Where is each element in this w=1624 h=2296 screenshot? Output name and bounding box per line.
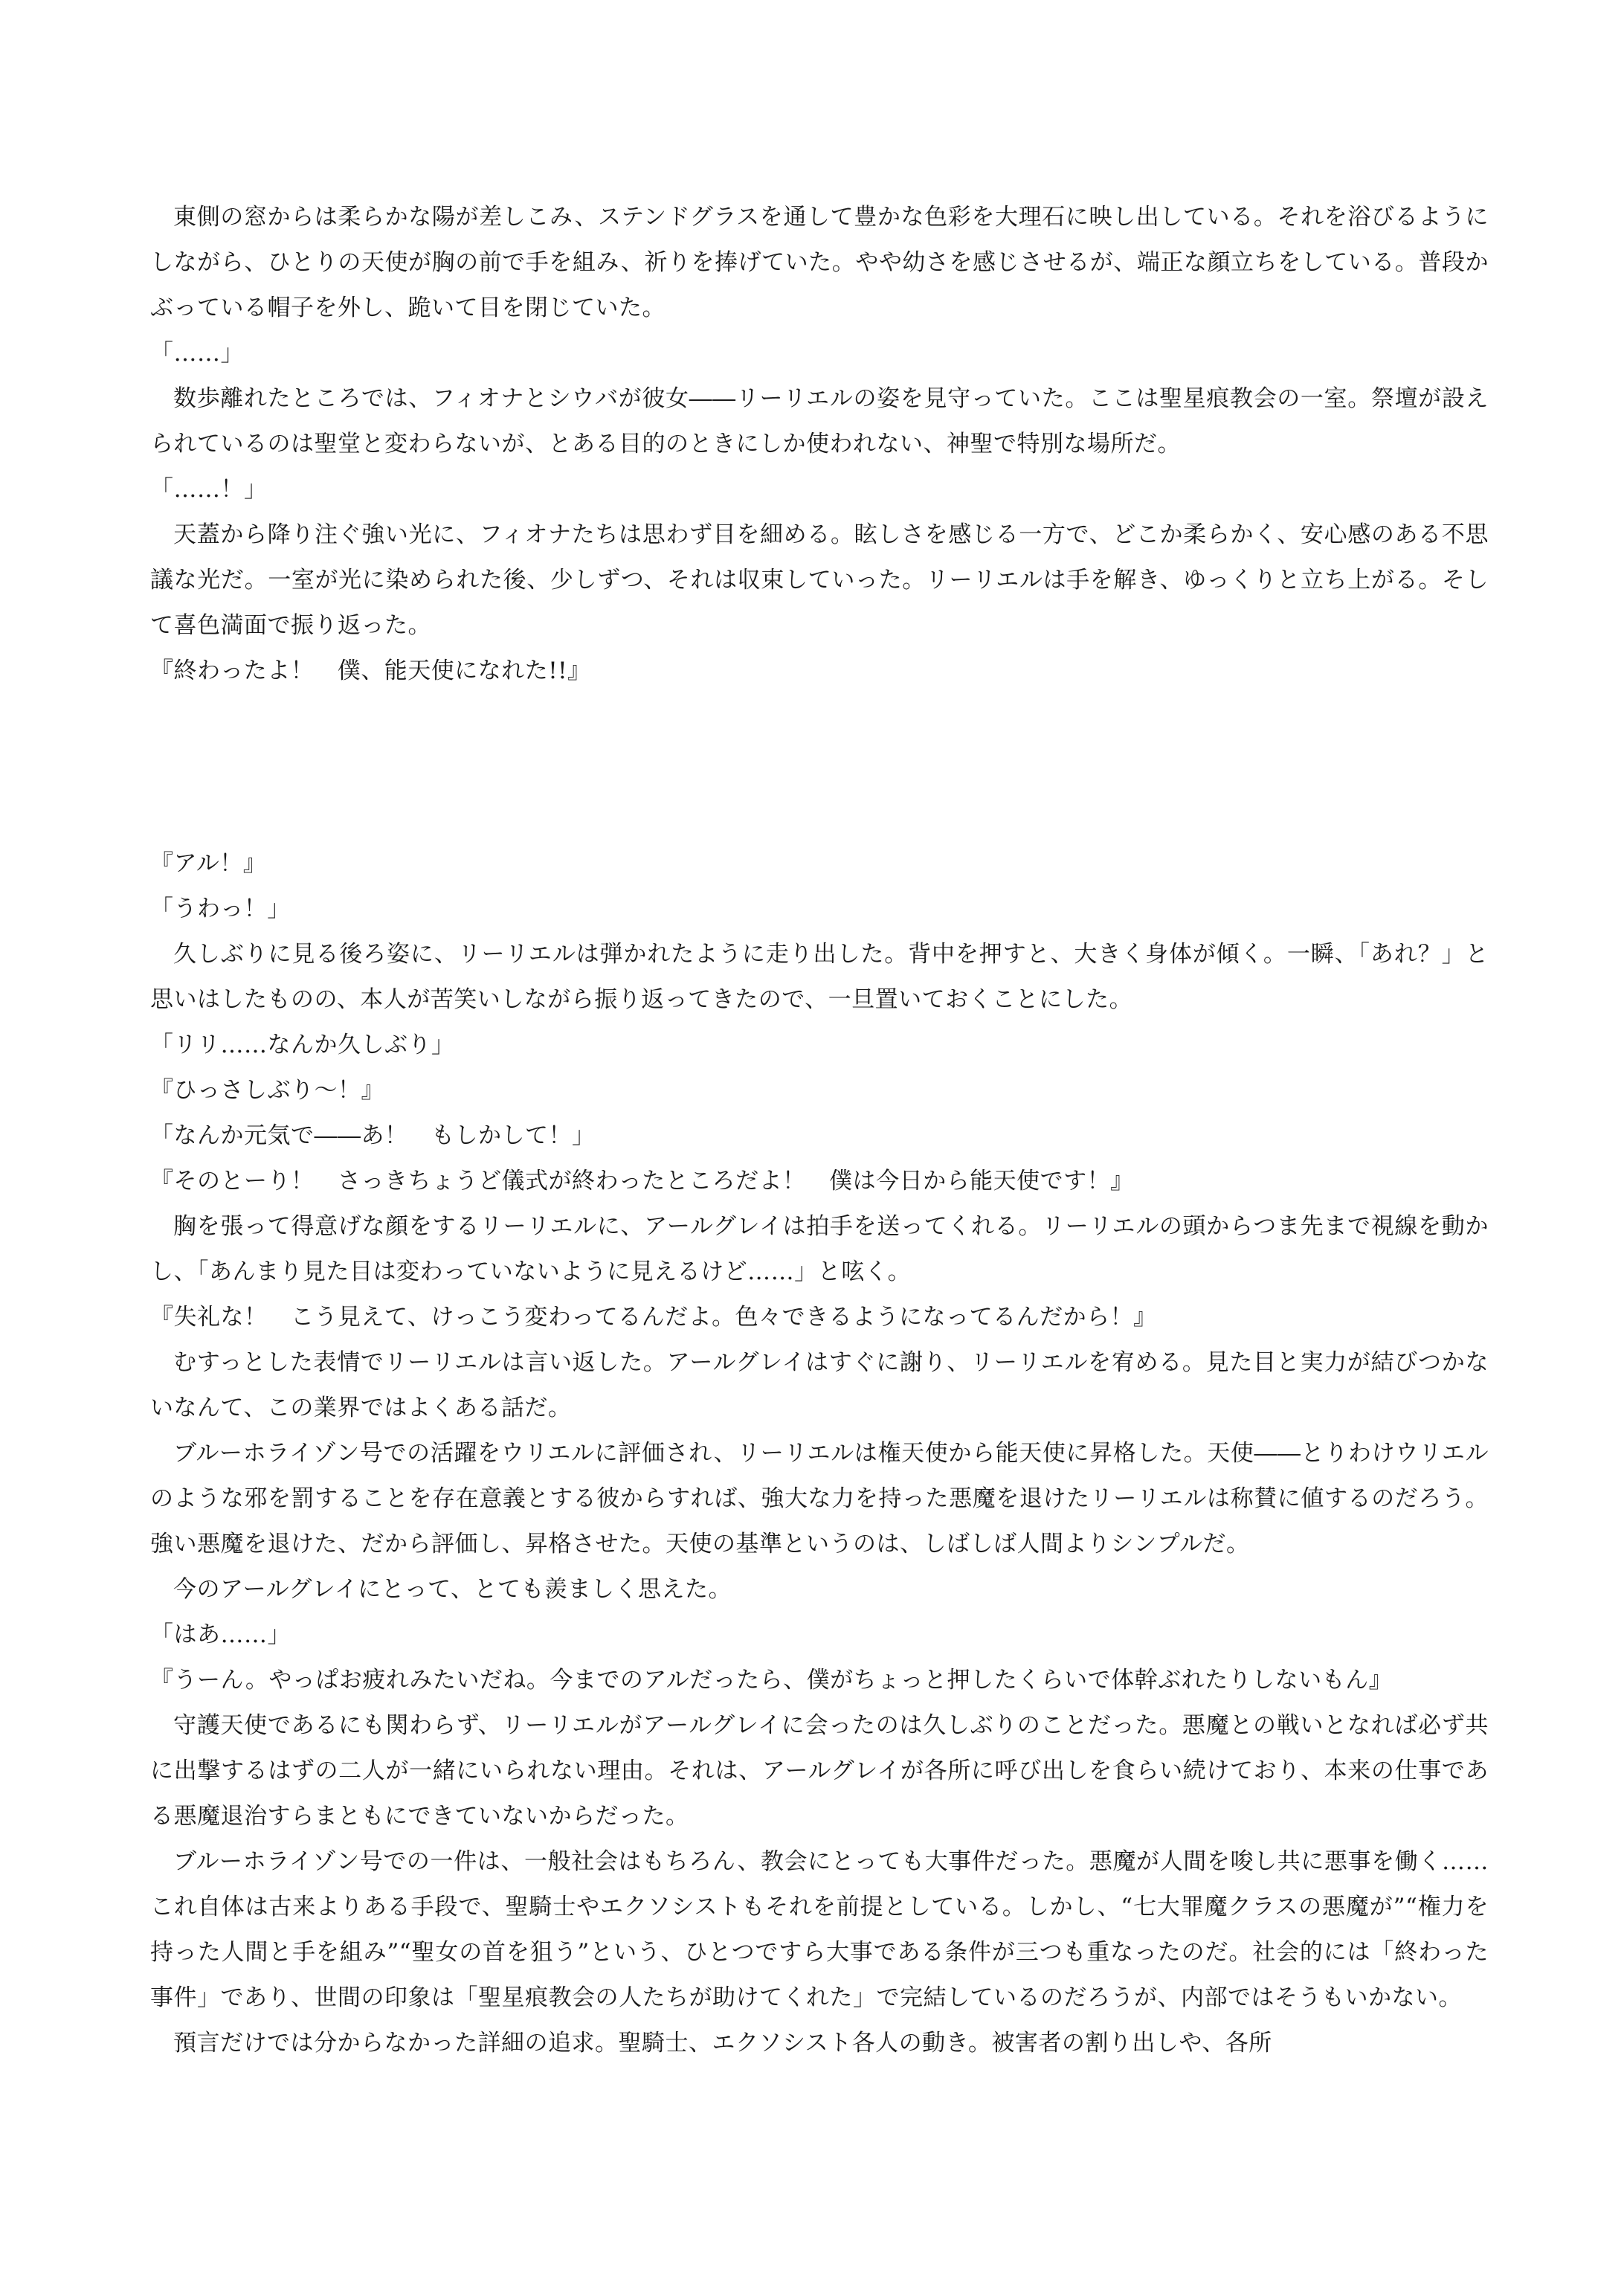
dialogue-line: 『アル！』 <box>150 850 267 877</box>
dialogue-line: 「はあ……」 <box>150 1621 291 1648</box>
dialogue-line: 『うーん。やっぱお疲れみたいだね。今までのアルだったら、僕がちょっと押したくらいで体幹ぶれたりしないもん』 <box>150 1667 1393 1694</box>
paragraph: ブルーホライゾン号での一件は、一般社会はもちろん、教会にとっても大事件だった。悪魔が人間を唆し共に悪事を働く……これ自体は古来よりある手段で、聖騎士やエクソシストもそれを前提としている。しかし、“七大罪魔クラスの悪魔が”“権力を持った人間と手を組み”“聖女の首を狙う”という、ひとつですら大事である条件が三つも重なったのだ。社会的には「終わった事件」であり、世間の印象は「聖星痕教会の人たちが助けてくれた」で完結しているのだろうが、内部ではそうもいかない。 <box>150 1848 1489 2011</box>
paragraph: 天蓋から降り注ぐ強い光に、フィオナたちは思わず目を細める。眩しさを感じる一方で、どこか柔らかく、安心感のある不思議な光だ。一室が光に染められた後、少しずつ、それは収束していった。リーリエルは手を解き、ゆっくりと立ち上がる。そして喜色満面で振り返った。 <box>150 521 1489 639</box>
paragraph: 守護天使であるにも関わらず、リーリエルがアールグレイに会ったのは久しぶりのことだった。悪魔との戦いとなれば必ず共に出撃するはずの二人が一緒にいられない理由。それは、アールグレイが各所に呼び出しを食らい続けており、本来の仕事である悪魔退治すらまともにできていないからだった。 <box>150 1712 1489 1830</box>
paragraph: 久しぶりに見る後ろ姿に、リーリエルは弾かれたように走り出した。背中を押すと、大きく身体が傾く。一瞬、「あれ？」と思いはしたものの、本人が苦笑いしながら振り返ってきたので、一旦置いておくことにした。 <box>150 941 1489 1013</box>
section-two <box>150 841 1489 2066</box>
dialogue-line: 「なんか元気で――あ！ もしかして！」 <box>150 1122 596 1149</box>
dialogue-line: 『失礼な！ こう見えて、けっこう変わってるんだよ。色々できるようになってるんだから！』 <box>150 1304 1157 1331</box>
dialogue-line: 「……」 <box>150 340 244 367</box>
dialogue-line: 『ひっさしぶり～！』 <box>150 1077 384 1104</box>
paragraph: 預言だけでは分からなかった詳細の追求。聖騎士、エクソシスト各人の動き。被害者の割り出しや、各所 <box>173 2030 1272 2057</box>
dialogue-line: 「リリ……なんか久しぶり」 <box>150 1032 455 1058</box>
paragraph: 今のアールグレイにとって、とても羨ましく思えた。 <box>173 1576 732 1603</box>
dialogue-line: 「……！」 <box>150 476 268 503</box>
paragraph: むすっとした表情でリーリエルは言い返した。アールグレイはすぐに謝り、リーリエルを宥める。見た目と実力が結びつかないなんて、この業界ではよくある話だ。 <box>150 1349 1489 1421</box>
paragraph: ブルーホライゾン号での活躍をウリエルに評価され、リーリエルは権天使から能天使に昇格した。天使――とりわけウリエルのような邪を罰することを存在意義とする彼からすれば、強大な力を持った悪魔を退けたリーリエルは称賛に値するのだろう。強い悪魔を退けた、だから評価し、昇格させた。天使の基準というのは、しばしば人間よりシンプルだ。 <box>150 1440 1489 1557</box>
scene-break <box>150 694 1489 841</box>
document-page <box>150 195 1489 2066</box>
dialogue-line: 『終わったよ！ 僕、能天使になれた!!』 <box>150 657 591 684</box>
paragraph: 東側の窓からは柔らかな陽が差しこみ、ステンドグラスを通して豊かな色彩を大理石に映し出している。それを浴びるようにしながら、ひとりの天使が胸の前で手を組み、祈りを捧げていた。やや幼さを感じさせるが、端正な顔立ちをしている。普段かぶっている帽子を外し、跪いて目を閉じていた。 <box>150 204 1489 321</box>
paragraph: 数歩離れたところでは、フィオナとシウバが彼女――リーリエルの姿を見守っていた。ここは聖星痕教会の一室。祭壇が設えられているのは聖堂と変わらないが、とある目的のときにしか使われない、神聖で特別な場所だ。 <box>150 385 1489 457</box>
dialogue-line: 「うわっ！」 <box>150 895 291 922</box>
paragraph: 胸を張って得意げな顔をするリーリエルに、アールグレイは拍手を送ってくれる。リーリエルの頭からつま先まで視線を動かし、「あんまり見た目は変わっていないように見えるけど……」と呟く。 <box>150 1213 1489 1285</box>
section-one <box>150 195 1489 694</box>
dialogue-line: 『そのとーり！ さっきちょうど儀式が終わったところだよ！ 僕は今日から能天使です！』 <box>150 1168 1134 1194</box>
